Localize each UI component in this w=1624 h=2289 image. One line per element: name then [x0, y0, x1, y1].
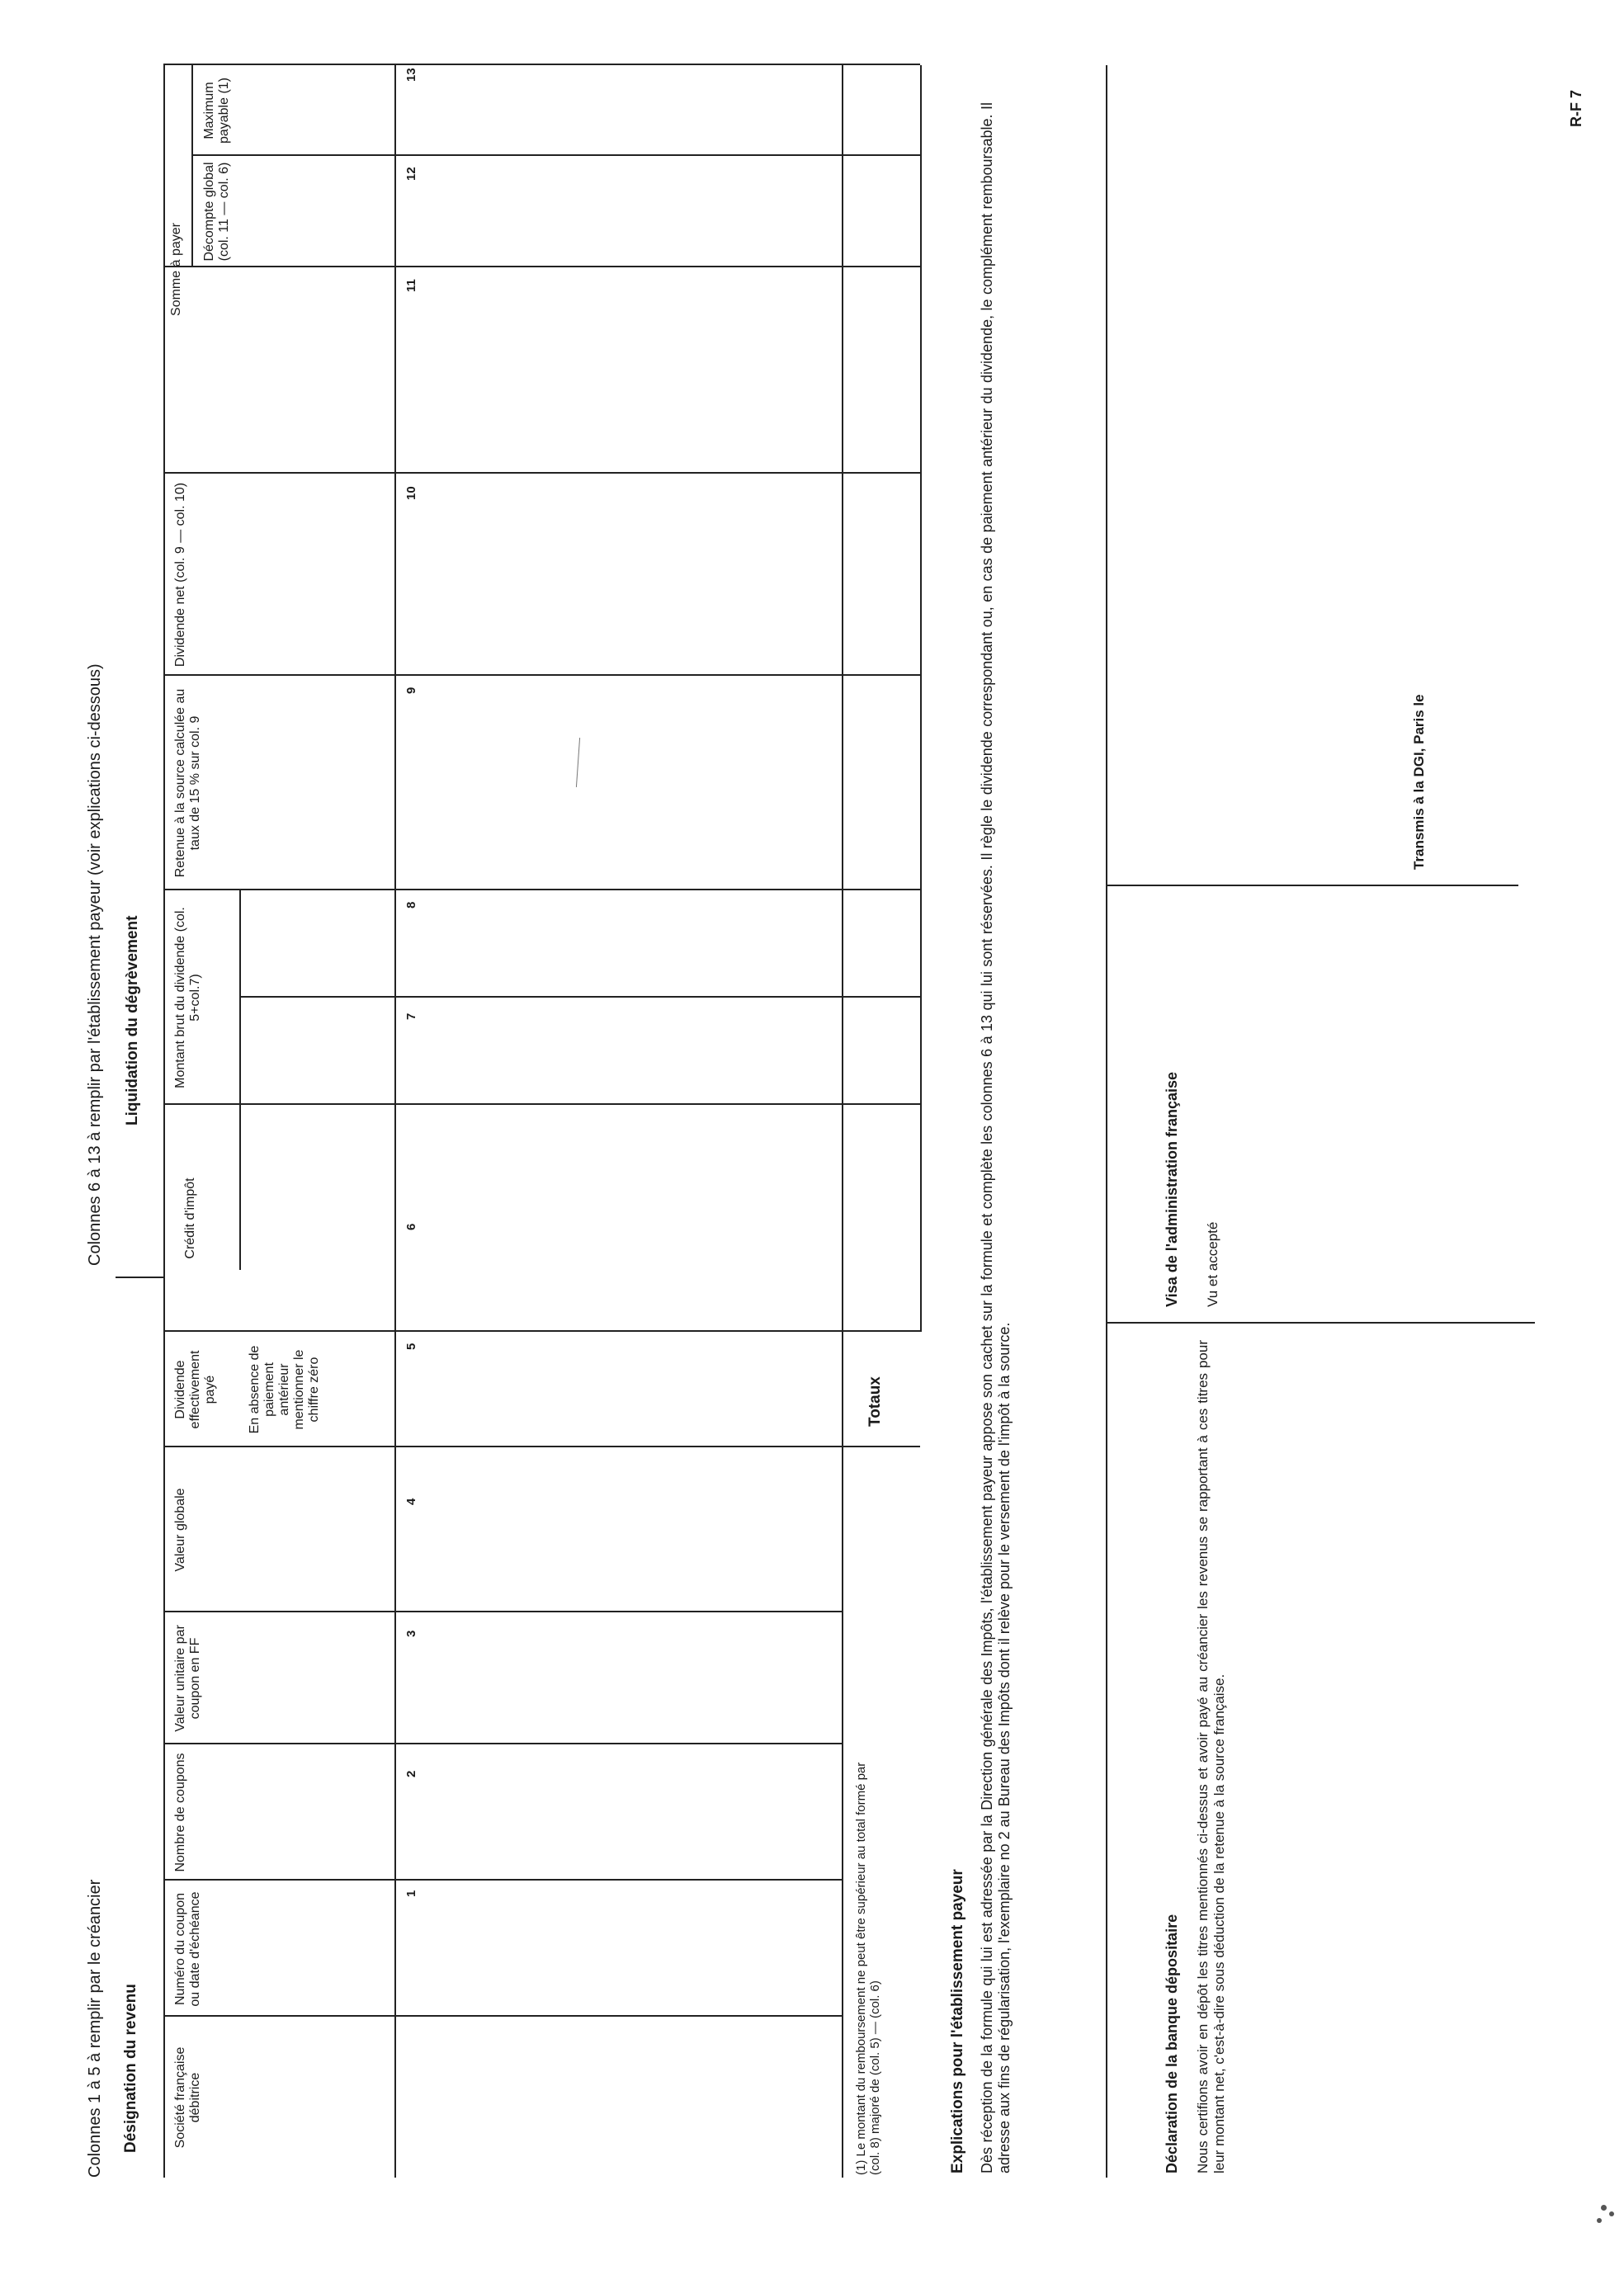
column-number-5: 5 [404, 1343, 418, 1350]
totals-bottom-rule [920, 65, 922, 1332]
scan-speck [1597, 2218, 1602, 2223]
scan-speck [1601, 2205, 1607, 2211]
visa-title: Visa de l'administration française [1164, 1071, 1180, 1307]
section-divider [116, 1277, 165, 1278]
body-bottom-rule [842, 65, 843, 2178]
col-sep-10 [163, 472, 920, 474]
col-sep-6 [163, 1330, 920, 1332]
credit-sub-sep [239, 996, 920, 998]
column-number-6: 6 [404, 1223, 418, 1230]
declaration-title: Déclaration de la banque dépositaire [1164, 1914, 1180, 2173]
col-sep-8 [163, 889, 920, 890]
visa-transmitted: Transmis à la DGI, Paris le [1411, 694, 1427, 870]
sub-header-rule-right [191, 65, 193, 267]
column-number-13: 13 [404, 68, 418, 82]
visa-divider [1106, 885, 1518, 886]
explanations-text: Dès réception de la formule qui lui est adressée par la Direction générale des Impôts, l'établissement payeur appose son cachet sur la formule et complète les colonnes 6 à 13 qui lui sont réservées. Il règle le dividende correspondant ou, en cas de paiement antérieur du dividende, le complément remboursable. Il adresse aux fins de régularisation, l'exemplaire no 2 au Bureau des Impôts dont il relève pour le versement de l'impôt à la source. [979, 102, 1013, 2173]
col-sep-9 [163, 674, 920, 676]
column-number-11: 11 [404, 279, 418, 292]
col-sep-7 [163, 1103, 920, 1105]
designation-title: Désignation du revenu [122, 1984, 139, 2153]
column-number-10: 10 [404, 486, 418, 500]
header-valeur-unitaire: Valeur unitaire par coupon en FF [173, 1625, 202, 1732]
col-sep-11 [163, 266, 920, 267]
header-numero-coupon: Numéro du coupon ou date d'échéance [173, 1891, 202, 2007]
scan-mark [576, 738, 580, 787]
col-sep-4 [163, 1611, 842, 1612]
header-decompte-global: Décompte global (col. 11 — col. 6) [202, 162, 231, 262]
column-number-7: 7 [404, 1012, 418, 1020]
payer-section-title: Colonnes 6 à 13 à remplir par l'établissement payeur (voir explications ci-dessous) [86, 663, 104, 1266]
header-retenue-source: Retenue à la source calculée au taux de 15 % sur col. 9 [173, 688, 202, 878]
header-credit-impot: Crédit d'impôt [183, 1178, 197, 1259]
lower-section-divider [1106, 1322, 1535, 1324]
column-number-9: 9 [404, 687, 418, 694]
column-number-4: 4 [404, 1498, 418, 1505]
col-sep-right [163, 64, 920, 65]
header-dividende-net: Dividende net (col. 9 — col. 10) [173, 482, 187, 668]
header-dividende-sub: En absence de paiement antérieur mentionner le chiffre zéro [248, 1345, 321, 1434]
header-valeur-globale: Valeur globale [173, 1488, 187, 1572]
visa-accepted: Vu et accepté [1205, 1221, 1220, 1307]
header-societe: Société française débitrice [173, 2046, 202, 2149]
creditor-section-title: Colonnes 1 à 5 à remplir par le créancier [86, 1879, 104, 2178]
liquidation-title: Liquidation du dégrèvement [124, 915, 141, 1126]
footnote: (1) Le montant du remboursement ne peut être supérieur au total formé par (col. 8) majoré de (col. 5) — (col. 6) [854, 1762, 883, 2175]
column-number-1: 1 [404, 1890, 418, 1897]
form-code: R-F 7 [1568, 90, 1584, 127]
lower-section-rule [1106, 65, 1107, 2178]
column-number-12: 12 [404, 167, 418, 181]
column-number-8: 8 [404, 901, 418, 909]
column-number-2: 2 [404, 1770, 418, 1777]
header-bottom-rule [394, 65, 396, 2178]
header-somme-a-payer: Somme à payer [169, 223, 183, 316]
sub-header-rule-left [239, 890, 241, 1270]
col-sep-2 [163, 1879, 842, 1881]
col-sep-1 [163, 2015, 842, 2017]
col-sep-5 [163, 1446, 920, 1447]
scan-speck [1609, 2211, 1614, 2216]
header-dividende-paye: Dividende effectivement payé [173, 1350, 217, 1429]
header-nombre-coupons: Nombre de coupons [173, 1753, 187, 1872]
somme-sub-sep [191, 154, 920, 156]
col-sep-3 [163, 1743, 842, 1744]
totals-label: Totaux [866, 1376, 884, 1427]
header-montant-brut: Montant brut du dividende (col. 5+col.7) [173, 907, 202, 1088]
table-top-rule [163, 65, 165, 2178]
column-number-3: 3 [404, 1630, 418, 1637]
header-maximum-payable: Maximum payable (1) [202, 77, 231, 144]
explanations-title: Explications pour l'établissement payeur [949, 1869, 966, 2173]
declaration-text: Nous certifions avoir en dépôt les titres mentionnés ci-dessus et avoir payé au créancier les revenus se rapportant à ces titres pour leur montant net, c'est-à-dire sous déduction de la retenue à la source française. [1195, 1340, 1228, 2173]
